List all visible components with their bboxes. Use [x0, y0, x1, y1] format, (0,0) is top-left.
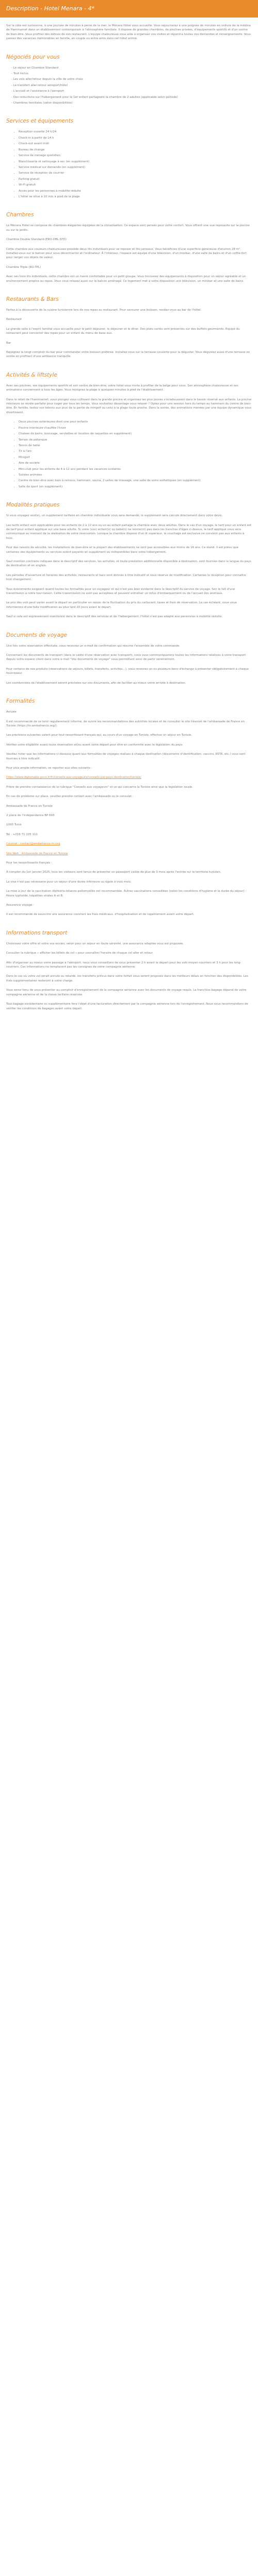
- paragraph: Afin d'organiser au mieux votre passage à l'aéroport, nous vous conseillons de vous présenter 2 h avant le départ pour les vols moyen-courriers et 3 h pour les long-courriers. Ces informations ne remplacent pas les consignes de votre compagnie aérienne.: [6, 961, 241, 969]
- section-heading: Modalités pratiques: [6, 502, 60, 509]
- paragraph: Partez à la découverte de la cuisine tunisienne lors de vos repas au restaurant. Pour savourer une boisson, rendez-vous au bar de l'hôtel.: [6, 309, 202, 312]
- list-item: • Piscine intérieure chauffée l'hiver: [19, 426, 252, 430]
- list-item: • Bureau de change: [19, 148, 252, 152]
- list-item: • Salle de sport (en supplément): [19, 485, 252, 489]
- paragraph: Concernant les documents de transport (dans le cadre d'une réservation avec transport), nous vous communiquerons toutes les informations relatives à votre transport depuis votre espace client dans votre e-mail "Vos documents de voyage" vous permettant ainsi de partir sereinement.: [6, 654, 246, 662]
- section-heading: Restaurants & Bars: [6, 296, 59, 302]
- list-item: • Service de réception de courrier: [19, 171, 252, 175]
- paragraph: Vous serez tenu de vous présenter au comptoir d'enregistrement de la compagnie aérienne avec les documents de voyage requis. La franchise bagage dépend de votre compagnie aérienne et de la classe tarifaire réservée.: [6, 989, 247, 996]
- list-item: • Chaises de bains, bronzage, serviettes et location de raquettes en supplément): [19, 432, 252, 436]
- list-item: - Chambres familiales (selon disponibilités): [11, 101, 252, 105]
- list-item: • Check-out avant midi: [19, 142, 252, 146]
- paragraph: Les précisions suivantes valent pour tout ressortissant français qui, au cours d'un voyage en Tunisie, effectue un séjour en Tunisie.: [6, 734, 192, 737]
- paragraph: Pour certains de nos produits (réservations de séjours, billets, transferts, activités...), vous recevrez un ou plusieurs bons d'échange à présenter obligatoirement à chaque fournisseur.: [6, 667, 249, 675]
- paragraph: La mise à jour de la vaccination diphtérie-tétanos-poliomyélite est recommandée. Autres vaccinations conseillées (selon les conditions d'hygiène et la durée du séjour) : fièvre typhoïde, hépatites virales A et B.: [6, 890, 247, 897]
- list-item: • L'hôtel se situe à 10 min à pied de la plage: [19, 195, 252, 199]
- list-item: • Service de ménage quotidien: [19, 154, 252, 158]
- list-item: - Les vols aller/retour depuis la ville de votre choix: [11, 77, 252, 81]
- paragraph: Rejoignez la longt comptoir du bar pour commander votre boisson préférée. Installez-vous sur la terrasse couverte pour la déguster. Vous dégustez aussi d'une terrasse en soirée en profitant d'une ambiance tranquille.: [6, 351, 250, 359]
- paragraph: Chambre Double Standard (ERO-DBL-STD): [6, 238, 67, 242]
- paragraph: Bar: [6, 341, 11, 345]
- item-list: [6, 420, 252, 489]
- paragraph: Cette chambre aux couleurs chaleureuses possède deux lits individuels pour se reposer et lits jumeaux. Vous bénéficiez d'une superficie généreuse d'environ 28 m². Installez-vous sur le balcon pour vous décontracter et l'ordinateur. À l'intérieur, l'espace est équipé d'une télévision, d'un minibar, d'une salle de bains et d'un coffre-fort pour ranger vos objets de valeur.: [6, 247, 247, 260]
- paragraph: Il est recommandé de se tenir régulièrement informé, de suivre les recommandations des autorités locales et de consulter le site Internet de l'ambassade de France en Tunisie (https://tn.ambafrance.org/).: [6, 720, 245, 727]
- list-item: • Check-in à partir de 14 h: [19, 136, 252, 140]
- paragraph: Sauf si cela est expressément mentionné dans le descriptif des services et de l'hébergement, l'hôtel n'est pas adapté aux personnes à mobilité réduite.: [6, 615, 223, 619]
- paragraph: Vérifiez votre éligibilité avant toute réservation et/ou avant votre départ pour être en conformité avec la législation du pays.: [6, 743, 183, 747]
- section-heading: Chambres: [6, 212, 34, 218]
- paragraph: Pour plus ample information, se reporter aux sites suivants :: [6, 766, 92, 770]
- link-paragraph: [6, 775, 252, 779]
- paragraph: Chambre Triple (RO-TPL): [6, 265, 41, 269]
- section-heading: Activités & liftstyle: [6, 371, 57, 378]
- section-heading: Formalités: [6, 698, 35, 705]
- paragraph: Choisissez votre offre et votre vos envies, selon pour un séjour en toute sérénité, une assurance adaptée vous est proposée.: [6, 942, 184, 945]
- paragraph: Pour les ressortissants français :: [6, 861, 52, 865]
- paragraph: La grande salle à l'esprit familial vous accueille pour le petit déjeuner, le déjeuner et le dîner. Des plats variés sont présentés sur des buffets gourmands. Equipé du restaurant peut concocter des repas pour un enfant du menu de base aux.: [6, 327, 240, 335]
- paragraph: Tous évenements exigeant quand toutes les formalités pour un voyageur et qui n'est pas bien évidente dans le descriptif du service de voyage. Son le fait d'une transmission à notre tour-liaison. Cette transmission ne sont pas acceptées et peuvent entraîner un refus d'embarquement ou de l'accueil des animaux.: [6, 587, 235, 596]
- item-list: [6, 130, 252, 199]
- paragraph: Veuillez noter que les informations ci-dessous quant aux formalités de voyages réalisés à chaque destination (documents d'identification, vaccins, ESTA, etc.) vous sont fournies à titre indicatif.: [6, 753, 246, 760]
- list-item: • Mini-club pour les enfants de 4 à 12 ans pendant les vacances scolaires: [19, 467, 252, 471]
- section: [0, 632, 258, 685]
- item-list: [6, 66, 252, 106]
- list-item: • Aire de société: [19, 461, 252, 465]
- paragraph: À compter du 1er janvier 2025, tous les visiteurs sont tenus de présenter un passeport valide de plus de 3 mois après l'entrée sur le territoire tunisien.: [6, 871, 221, 874]
- paragraph: 1000 Tunis: [6, 823, 22, 827]
- paragraph: Prière de prendre connaissance de la rubrique "Conseils aux voyageurs" et ce qui concerne la Tunisie ainsi que la législation locale.: [6, 785, 194, 789]
- section: [0, 698, 258, 917]
- paragraph: Avec ses trois lits individuels, cette chambre est un havre confortable pour un petit groupe. Vous trouverez des équipements à disposition pour un séjour agréable et un environnement propice au repos. Vous vous relaxez aussi sur le balcon aménagé. Ce logement met à votre disposition une télévision, un minibar et une salle de bains.: [6, 275, 246, 283]
- list-item: - Le séjour en Chambre Standard: [11, 66, 252, 70]
- list-item: • Soirées animées: [19, 473, 252, 477]
- paragraph: Le prix des vols peut varier avant le départ en particulier en raison de la fluctuation du prix du carburant, taxes et frais de réservation. Le cas échéant, nous vous informerons d'une telle modification au plus tard 20 jours avant le départ.: [6, 601, 237, 609]
- paragraph: 2 place de l'indépendance BP 693: [6, 814, 55, 817]
- list-item: • Wi-Fi gratuit: [19, 183, 252, 187]
- text-link[interactable]: Courriel : contact@ambafrance-tn.org: [6, 842, 60, 846]
- text-link[interactable]: Site Web : Ambassade de France en Tunisie: [6, 852, 68, 855]
- intro: [0, 24, 258, 41]
- list-item: - Tout inclus: [11, 72, 252, 76]
- page: [0, 0, 258, 1026]
- paragraph: Restaurant: [6, 318, 22, 321]
- list-item: • Terrain de pétanque: [19, 438, 252, 442]
- section-heading: Négociés pour vous: [6, 54, 60, 60]
- section: [0, 501, 258, 619]
- paragraph: Les périodes d'ouverture et horaires des activités, restaurants et bars sont donnés à titre indicatif et sous réserve de modification. Certaines le réception pour connaître tout changement.: [6, 573, 246, 582]
- section: [0, 54, 258, 106]
- list-item: • Minigolf: [19, 455, 252, 460]
- list-item: - Des réductions sur l'hébergement pour le 1er enfant partageant la chambre de 2 adultes (applicable selon période): [11, 95, 252, 99]
- paragraph: Assurance voyage :: [6, 904, 34, 907]
- paragraph: Arrivée: [6, 710, 17, 714]
- section-heading: Informations transport: [6, 929, 68, 936]
- paragraph: Pour des raisons de sécurité, les installations de bien-être et la plupart des établissements ne sont pas accessibles aux moins de 16 ans. Ce stand. Il est prévu que certaines des équipements ou services soient payants en supplément ou indisponibles dans votre hébergement.: [6, 546, 238, 554]
- paragraph: En cas de problème sur place, veuillez prendre contact avec l'ambassade ou le consulat :: [6, 795, 134, 799]
- section: [0, 929, 258, 1011]
- section: [0, 211, 258, 283]
- link-paragraph: [6, 842, 252, 846]
- paragraph: Dans le cas où votre vol serait annulé ou retardé, les transferts prévus dans votre forfait vous seront proposés dans les meilleurs délais en fonction des disponibilités. Les frais supplémentaires resteront à votre charge.: [6, 975, 248, 982]
- section: [0, 371, 258, 489]
- page-title: Description - Hotel Menara - 4*: [0, 0, 258, 18]
- paragraph: Ambassade de France en Tunisie: [6, 804, 53, 808]
- paragraph: Dans le relait de l'hammamet, vous piongez vous cultivant dans la grande piscine et organisez les plus jeunes s'éclaboussent dans le bassin réservé aux enfants. La piscine intérieure se révèle parfaite pour nager par tous les temps. Vous souhaitez davantage vous relaxer ? Optez pour une session hors du temps au hammam du centre de bien-être. En famille, testez vos talents aux jeux de la partie de mingolf ou celui à la plage toute proche. Dans la soirée, des animations menées par une équipe dynamique vous divertissent.: [6, 398, 252, 414]
- paragraph: La visa n'est pas nécessaire pour un séjour d'une durée inférieure ou égale à trois mois.: [6, 880, 132, 884]
- paragraph: Il est recommandé de souscrire une assurance couvrant les frais médicaux, d'hospitalisation et de rapatriement avant votre départ.: [6, 913, 195, 917]
- paragraph: Avec ses piscines, ses équipements sportifs et son centre de bien-être, votre hôtel vous invite à profiter de la belge pour vous. Son atmosphère chaleureuse et ses animations conviennent à tous les âges. Vous rejoignez la plage à quelques minutes à pied de l'établissement.: [6, 384, 238, 392]
- list-item: • Service médical sur demande (en supplément): [19, 165, 252, 170]
- intro-paragraph: Sur la côte est tunisienne, à une journée de minutes à peine de la mer, le Ménara Hôtel vous accueille. Vous séjournerez à une poignée de minutes en voiture de la médina de Hammamet dans un établissement contemporain à l'atmosphère familiale. Il dispose de grandes chambres, de piscines privées, d'équipements sportifs et d'un centre de bien-être. Vous profitez des délices de son restaurant. L'équipe chaleureuse vous aide à organiser vos visites et répond à toutes vos demandes et renseignements. Vous passez des vacances mémorables en famille, en couple ou entre amis dans cet hôtel animé.: [6, 24, 251, 41]
- list-item: • Réception ouverte 24 h/24: [19, 130, 252, 134]
- paragraph: Tel : +216 71 105 111: [6, 833, 38, 836]
- list-item: - Le transfert aller-retour aéroport/hôtel: [11, 83, 252, 88]
- link-paragraph: [6, 852, 252, 856]
- list-item: - L'accueil et l'assistance à l'aéroport: [11, 89, 252, 93]
- paragraph: Les tarifs enfant sont applicables pour les enfants de 2 à 12 ans ou un au enfant partage la chambre avec deux adultes. Dans le cas d'un voyage, le tarif pour un enfant est de tarif pour enfant applique sur une base adulte. Si votre (vos) enfant(s) ou bébé(s) ne rentre(nt) pas dans les tranches d'âges ci-dessus, le tarif appliqué vous sera communiqué au moment de la réalisation de votre réservation. Lorsque la chambre disposé d'un lit supérieur, le couchage est exclusive ne convient pas aux enfants à tous.: [6, 523, 252, 540]
- sections: [0, 54, 258, 1011]
- paragraph: Une fois votre réservation effectuée, vous recevrez un e-mail de confirmation qui résume l'ensemble de votre commande.: [6, 644, 180, 648]
- paragraph: Le Ménara Hotel se compose de chambres élégantes équipées de la climatisation. Ce espace sont pensés pour votre confort. Vous offrent une vue reposante sur la piscine ou sur le jardin.: [6, 224, 250, 232]
- section-heading: Services et équipements: [6, 118, 74, 125]
- paragraph: Les coordonnées de l'établissement seront précisées sur vos documents, afin de faciliter au mieux votre arrivée à destination.: [6, 681, 186, 685]
- text-link[interactable]: https://www.diplomatie.gouv.fr/fr/conseils-aux-voyageurs/conseils-par-pays-destination/tunisie/: [6, 776, 141, 779]
- paragraph: Consulter la rubrique « afficher les billets de vol » pour connaître l'horaire de chaque vol aller et retour.: [6, 952, 154, 955]
- paragraph: Si vous voyagez seul(e), un supplément tarifaire en chambre individuelle vous sera demandé, le supplément sera calculé directement dans votre devis.: [6, 514, 223, 518]
- list-item: • Tir à l'arc: [19, 449, 252, 453]
- list-item: • Parking gratuit: [19, 177, 252, 181]
- list-item: • Blanchisserie et nettoyage à sec (en supplément): [19, 160, 252, 164]
- paragraph: Tout bagage excédentaire ou supplémentaire fera l'objet d'une facturation directement par la compagnie aérienne lors de l'enregistrement. Nous vous recommandons de vérifier les conditions de bagages avant votre départ.: [6, 1003, 248, 1010]
- paragraph: Sauf mention contraire indiquée dans le descriptif des services, les activités, et toute prestation additionnelle disponible à destination, sont fournies dans la langue du pays de destination et en anglais.: [6, 560, 251, 568]
- list-item: • Tennis de table: [19, 444, 252, 448]
- list-item: • Accès pour les personnes à mobilité réduite: [19, 189, 252, 193]
- list-item: • Deux piscines extérieures dont une pour enfants: [19, 420, 252, 424]
- list-item: • Centre de bien-être avec bain à remous, hammam, sauna, 2 salles de massage, une salle de soins esthétiques (en supplément): [19, 479, 252, 483]
- section: [0, 117, 258, 199]
- section: [0, 296, 258, 359]
- section-heading: Documents de voyage: [6, 632, 68, 638]
